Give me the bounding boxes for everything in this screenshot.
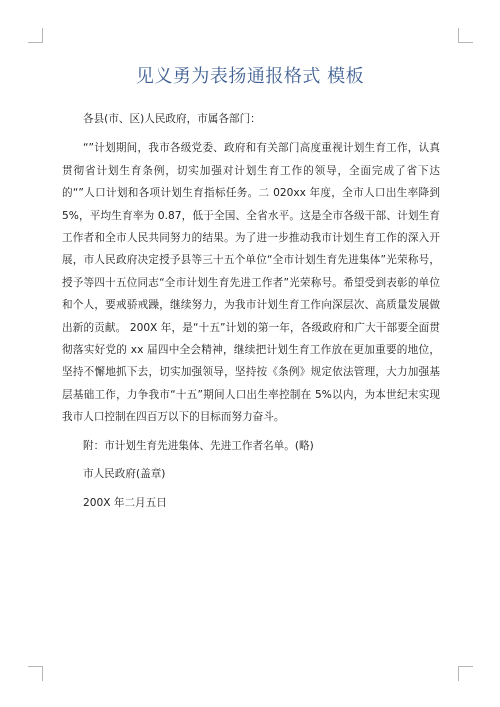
page-corner-mark-bottom-right <box>458 666 473 681</box>
document-body <box>62 108 440 514</box>
body-paragraph: “”计划期间，我市各级党委、政府和有关部门高度重视计划生育工作，认真贯彻省计划生育条例，切实加强对计划生育工作的领导，全面完成了省下达的“”人口计划和各项计划生育指标任务。二 020xx 年度，全市人口出生率降到 5%，平均生育率为 0.87，低于全国、全省水平。这是全市各级干部、计划生育工作者和全市人民共同努力的结果。为了进一步推动我市计划生育工作的深入开展，市人民政府决定授予县等三十五个单位“全市计划生育先进集体”光荣称号，授予等四十五位同志“全市计划生育先进工作者”光荣称号。希望受到表彰的单位和个人，要戒骄戒躁，继续努力，为我市计划生育工作向深层次、高质量发展做出新的贡献。 200X 年，是“十五”计划的第一年，各级政府和广大干部要全面贯彻落实好党的 xx 届四中全会精神，继续把计划生育工作放在更加重要的地位，坚持不懈地抓下去，切实加强领导，坚持按《条例》规定依法管理，大力加强基层基础工作，力争我市“十五”期间人口出生率控制在 5%以内，为本世纪末实现我市人口控制在四百万以下的目标而努力奋斗。 <box>62 142 440 424</box>
page-corner-mark-top-right <box>458 28 473 43</box>
document-title: 见义勇为表扬通报格式 模板 <box>135 66 365 87</box>
page-corner-mark-top-left <box>28 28 43 43</box>
attachment-note: 附：市计划生育先进集体、先进工作者名单。(略) <box>83 439 314 452</box>
greeting-line: 各县(市、区)人民政府，市属各部门： <box>83 113 261 125</box>
date-line: 200X 年二月五日 <box>83 496 167 509</box>
signature-line: 市人民政府(盖章) <box>83 468 166 481</box>
page-corner-mark-bottom-left <box>28 666 43 681</box>
